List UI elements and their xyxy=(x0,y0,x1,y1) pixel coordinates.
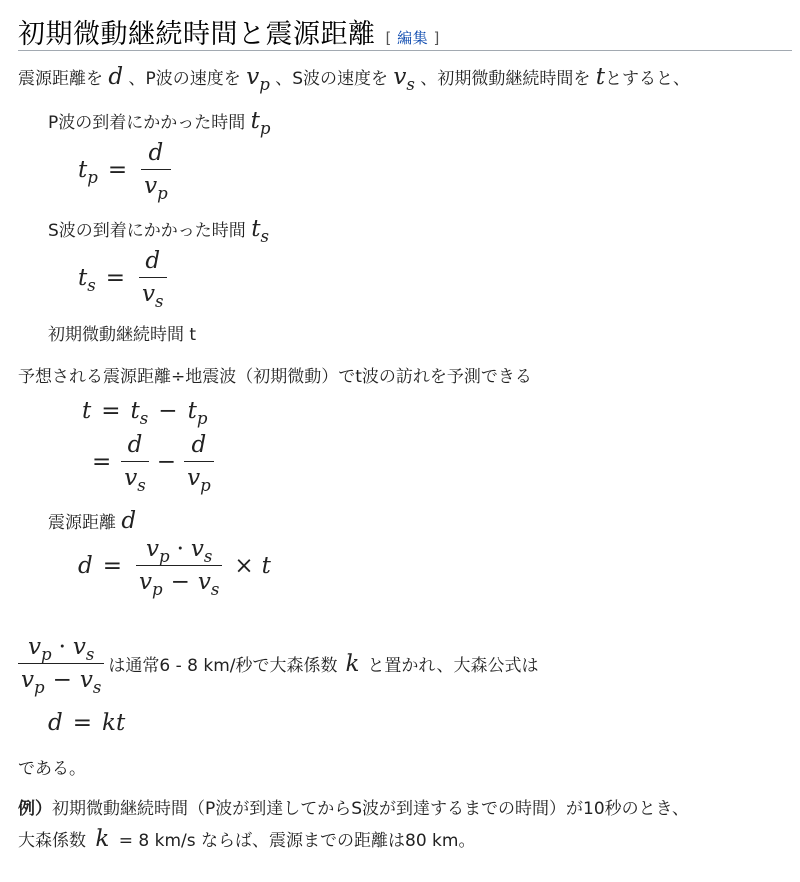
var-vs: $v_s$ xyxy=(393,64,415,94)
fraction-d-over-vs xyxy=(121,432,149,495)
equation-omori-formula xyxy=(48,710,125,736)
var-ts: $t_s$ xyxy=(251,216,269,246)
section-title: 初期微動継続時間と震源距離 xyxy=(18,19,376,50)
intro-text-3: 、S波の速度を xyxy=(275,69,389,89)
fraction-d-over-vs xyxy=(139,248,167,311)
var-vp: $v_p$ xyxy=(246,64,270,94)
initial-tremor-duration-label: 初期微動継続時間 t xyxy=(48,325,197,345)
times-sign: × xyxy=(234,552,254,579)
fraction-vpvs-over-vp-minus-vs xyxy=(136,536,222,599)
omori-text-2: と置かれ、大森公式は xyxy=(367,656,539,676)
denominator: $v_p$ xyxy=(184,461,214,491)
hypocentral-distance-label xyxy=(48,508,136,534)
denominator: $v_p$ xyxy=(141,169,171,199)
intro-paragraph xyxy=(18,64,690,94)
denominator: $v_s$ xyxy=(139,277,167,307)
p-wave-time-label xyxy=(48,108,271,138)
equals-sign: = xyxy=(105,264,126,291)
example-text-2a: 大森係数 xyxy=(18,831,86,851)
omori-text-1: は通常6 - 8 km/秒で大森係数 xyxy=(108,656,338,676)
example-line-2 xyxy=(18,826,475,852)
equals-sign: = xyxy=(92,448,112,475)
numerator: d xyxy=(145,248,161,274)
example-label: 例） xyxy=(18,799,52,819)
eq-d-lhs: d xyxy=(48,710,63,736)
fraction-vpvs-over-vp-minus-vs xyxy=(18,634,104,697)
eq-d-lhs: d xyxy=(78,552,93,579)
intro-text-1: 震源距離を xyxy=(18,69,103,89)
var-k: k xyxy=(95,826,110,852)
edit-bracket-open: [ xyxy=(385,29,392,47)
eq-t-lhs: t xyxy=(82,398,92,424)
numerator: d xyxy=(148,140,164,166)
intro-text-2: 、P波の速度を xyxy=(128,69,241,89)
equals-sign: = xyxy=(72,710,93,736)
var-d: d xyxy=(108,64,124,90)
var-k: k xyxy=(345,650,360,677)
fraction-d-over-vp xyxy=(141,140,171,203)
section-heading xyxy=(18,12,440,51)
denominator: $v_p - v_s$ xyxy=(18,663,104,693)
minus-sign: − xyxy=(158,398,178,424)
equation-tp xyxy=(78,140,175,203)
conclusion-text: である。 xyxy=(18,759,86,779)
edit-link[interactable]: 編集 xyxy=(397,29,429,47)
equation-t-difference xyxy=(82,398,208,428)
edit-section xyxy=(386,29,440,47)
equals-sign: = xyxy=(101,398,121,424)
equation-distance xyxy=(78,536,271,599)
hypocentral-distance-text: 震源距離 xyxy=(48,513,116,533)
s-wave-time-text: S波の到着にかかった時間 xyxy=(48,221,246,241)
eq-kt-rhs: kt xyxy=(102,710,126,736)
equation-t-fractions xyxy=(92,432,218,495)
var-tp: $t_p$ xyxy=(250,108,271,138)
p-wave-time-text: P波の到着にかかった時間 xyxy=(48,113,246,133)
intro-text-4: 、初期微動継続時間を xyxy=(420,69,591,89)
intro-text-5: とすると、 xyxy=(604,69,690,89)
var-d: d xyxy=(121,508,137,534)
equals-sign: = xyxy=(107,156,128,183)
heading-divider xyxy=(18,50,792,51)
equation-ts xyxy=(78,248,171,311)
numerator: d xyxy=(127,432,143,458)
eq-ts-lhs: $t_s$ xyxy=(78,264,96,295)
prediction-text: 予想される震源距離÷地震波（初期微動）でt波の訪れを予測できる xyxy=(18,367,532,387)
equals-sign: = xyxy=(102,552,123,579)
term-tp: $t_p$ xyxy=(187,398,208,428)
term-ts: $t_s$ xyxy=(130,398,149,428)
var-t: t xyxy=(595,64,605,90)
var-t: t xyxy=(261,552,271,579)
fraction-d-over-vp xyxy=(184,432,214,495)
minus-sign: − xyxy=(156,448,177,475)
eq-tp-lhs: $t_p$ xyxy=(78,156,98,187)
edit-bracket-close: ] xyxy=(433,29,440,47)
numerator: $v_p \cdot v_s$ xyxy=(27,634,95,664)
denominator: $v_s$ xyxy=(121,461,149,491)
example-line-1 xyxy=(18,794,689,819)
numerator: d xyxy=(191,432,207,458)
example-text-2b: = 8 km/s ならば、震源までの距離は80 km。 xyxy=(118,831,476,851)
denominator: $v_p - v_s$ xyxy=(136,565,222,595)
example-text-1: 初期微動継続時間（P波が到達してからS波が到達するまでの時間）が10秒のとき、 xyxy=(52,799,689,819)
omori-coefficient-paragraph xyxy=(18,634,539,697)
numerator: $v_p \cdot v_s$ xyxy=(146,536,213,566)
s-wave-time-label xyxy=(48,216,269,246)
